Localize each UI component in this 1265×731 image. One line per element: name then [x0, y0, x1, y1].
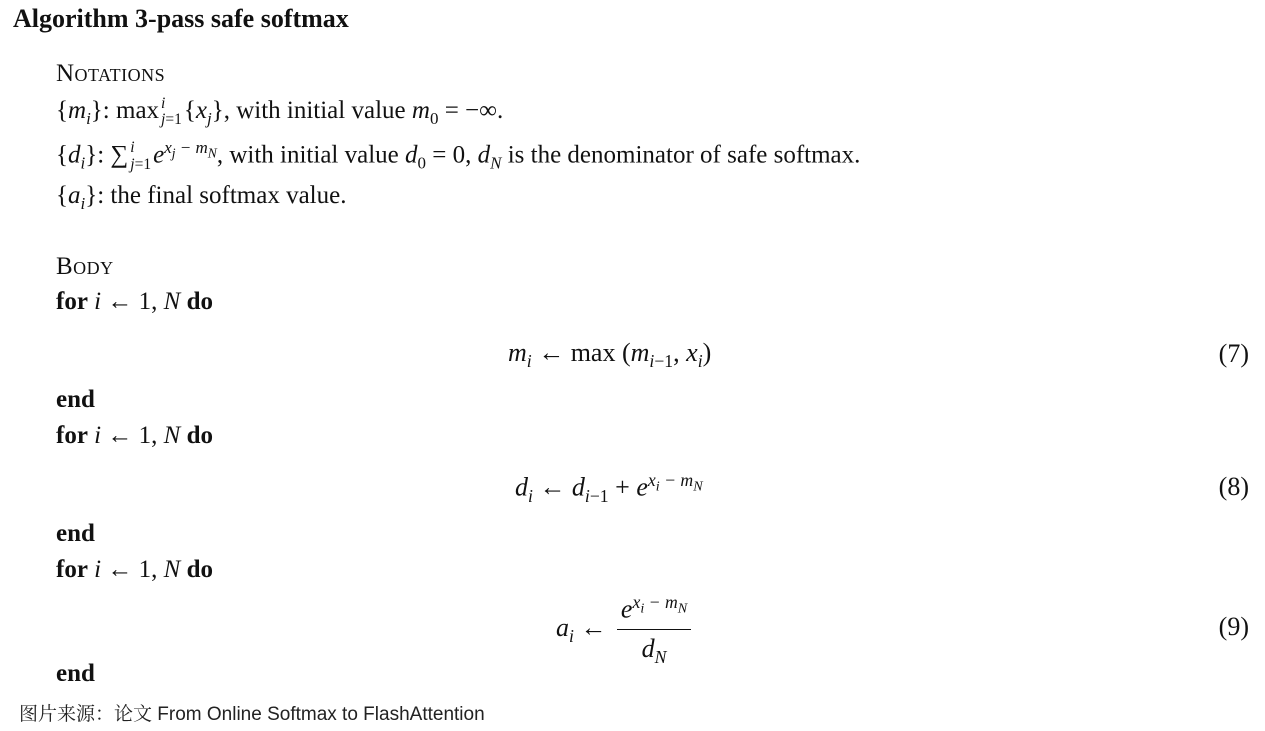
equation-8: $d_i$ ← $d_{i-1} + e^{x_i - m_N}$: [515, 470, 703, 506]
fraction: $\frac{e^{x_i - m_N}}{d_N}$: [617, 592, 691, 668]
notation-d: $\{d_i\}$: ∑ i j=1 $e^{x_j - m_N}$, with initial value $d_0 = 0$, $d_N$ is the denominator of safe softmax.: [56, 138, 861, 173]
for-keyword: for: [56, 422, 88, 449]
end-keyword-2: end: [56, 520, 95, 547]
notation-a: $\{a_i\}$: the final softmax value.: [56, 182, 347, 213]
for-keyword: for: [56, 288, 88, 315]
notation-d-tail: is the denominator of safe softmax.: [507, 141, 861, 169]
algorithm-title: Algorithm 3-pass safe softmax: [13, 4, 349, 33]
equation-7: $m_i$ ← $\max (m_{i-1}$, $x_i$): [508, 338, 712, 372]
do-keyword: do: [186, 288, 213, 315]
image-source-caption: 图片来源：论文 From Online Softmax to FlashAttention: [19, 704, 485, 725]
for-loop-3: for i ← 1, N do: [56, 556, 213, 583]
end-keyword-1: end: [56, 386, 95, 413]
equation-8-number: (8): [1218, 472, 1249, 501]
for-loop-1: for i ← 1, N do: [56, 288, 213, 315]
for-keyword: for: [56, 556, 88, 583]
notation-m-text: , with initial value: [223, 97, 406, 124]
notations-heading: Notations: [56, 60, 166, 87]
body-heading: Body: [56, 253, 114, 280]
equation-7-number: (7): [1218, 339, 1249, 368]
notation-d-text: , with initial value: [216, 141, 399, 169]
notation-m: $\{m_i\}$: max i j=1 $\{x_j\}$, with initial value $m_0$ = −∞.: [56, 95, 504, 129]
equation-9: $a_i$ ← $\frac{e^{x_i - m_N}}{d_N}$: [556, 592, 691, 668]
do-keyword: do: [186, 422, 213, 449]
end-keyword-3: end: [56, 660, 95, 687]
do-keyword: do: [186, 556, 213, 583]
for-loop-2: for i ← 1, N do: [56, 422, 213, 449]
notation-a-text: : the final softmax value.: [97, 182, 347, 209]
equation-9-number: (9): [1218, 612, 1249, 641]
